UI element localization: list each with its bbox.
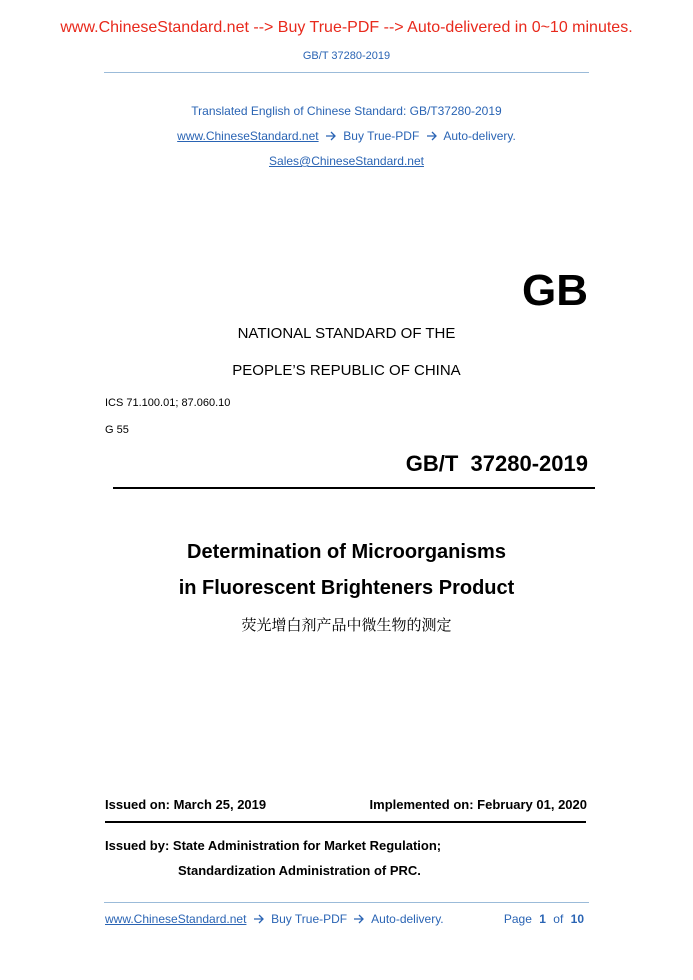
arrow-right-icon [253,914,265,924]
issue-divider [105,821,586,823]
gb-logo: GB [522,266,588,315]
header-standard-code: GB/T 37280-2019 [302,50,391,62]
footer-buy-text: Buy True-PDF [271,912,348,926]
issued-on-date: Issued on: March 25, 2019 [105,797,267,812]
page-indicator [504,912,584,926]
national-standard-line1: NATIONAL STANDARD OF THE [237,325,456,342]
top-banner[interactable]: www.ChineseStandard.net --> Buy True-PDF --> Auto-delivered in 0~10 minutes. [60,19,633,36]
issued-by: Issued by: State Administration for Market Regulation; [105,838,442,853]
document-title-chinese: 荧光增白剂产品中微生物的测定 [241,617,452,634]
email-line [0,154,693,168]
purchase-line [0,129,693,143]
page-total: 10 [570,912,584,926]
implemented-on-date: Implemented on: February 01, 2020 [369,797,587,812]
arrow-right-icon [426,131,438,141]
email-link[interactable]: Sales@ChineseStandard.net [269,154,424,168]
national-standard-line2: PEOPLE’S REPUBLIC OF CHINA [232,362,461,379]
header-divider [104,72,589,73]
footer-auto-text: Auto-delivery. [371,912,444,926]
standard-number: GB/T 37280-2019 [405,451,588,476]
ics-code: ICS 71.100.01; 87.060.10 [105,397,231,409]
page-number: 1 [539,912,546,926]
page-label: Page [503,912,532,926]
footer-purchase-line [105,912,444,926]
buy-text: Buy True-PDF [343,129,420,143]
auto-delivery-text: Auto-delivery. [443,129,516,143]
arrow-right-icon [325,131,337,141]
document-title-line1: Determination of Microorganisms [187,541,506,563]
footer-site-link[interactable]: www.ChineseStandard.net [105,912,247,926]
title-divider [113,487,595,489]
document-title-line2: in Fluorescent Brighteners Product [178,577,515,599]
footer-divider [104,902,589,903]
translation-notice: Translated English of Chinese Standard: GB/T37280-2019 [191,104,502,118]
ccs-code: G 55 [105,424,129,436]
of-label: of [553,912,564,926]
site-link[interactable]: www.ChineseStandard.net [177,129,319,143]
issued-by-line2: Standardization Administration of PRC. [178,863,421,878]
arrow-right-icon [353,914,365,924]
